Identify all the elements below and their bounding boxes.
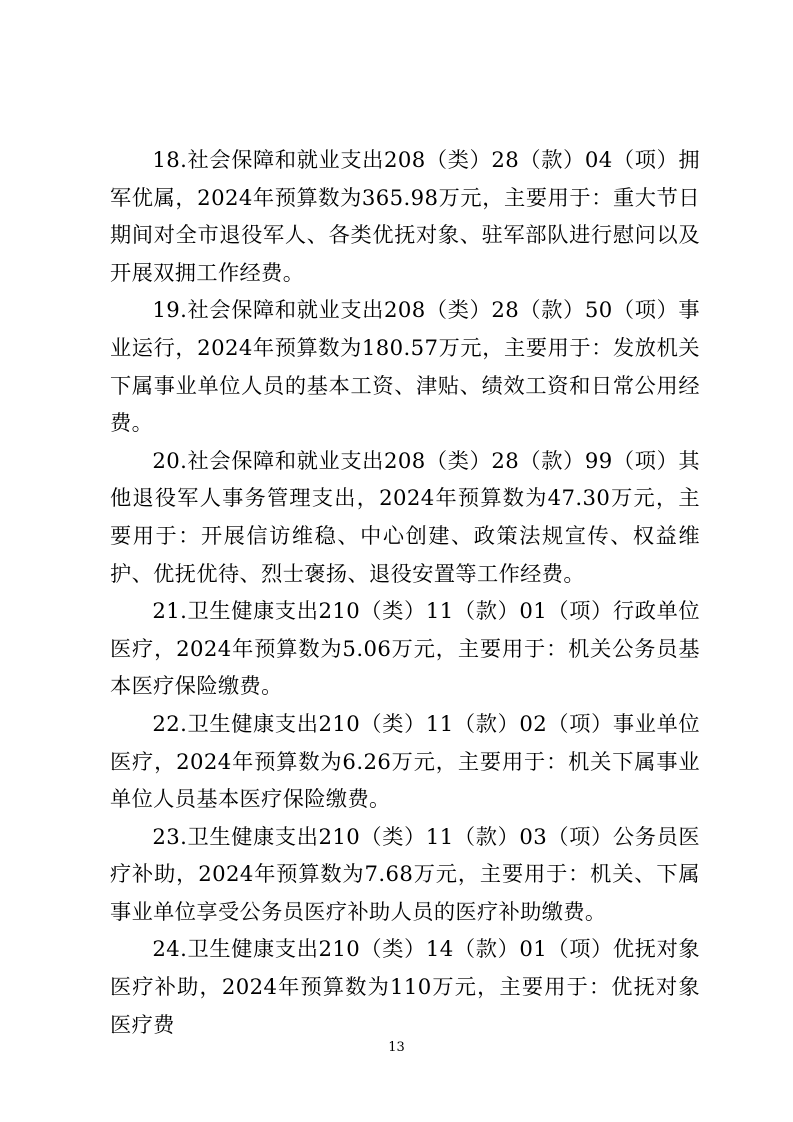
paragraph-24: 24.卫生健康支出210（类）14（款）01（项）优抚对象医疗补助，2024年预算数为110万元，主要用于：优抚对象医疗费 [110,936,700,1037]
paragraph-20: 20.社会保障和就业支出208（类）28（款）99（项）其他退役军人事务管理支出，2024年预算数为47.30万元，主要用于：开展信访维稳、中心创建、政策法规宣传、权益维护、优抚优待、烈士褒扬、退役安置等工作经费。 [110,447,700,586]
paragraph-18: 18.社会保障和就业支出208（类）28（款）04（项）拥军优属，2024年预算数为365.98万元，主要用于：重大节日期间对全市退役军人、各类优抚对象、驻军部队进行慰问以及开展双拥工作经费。 [110,147,700,285]
paragraph-21: 21.卫生健康支出210（类）11（款）01（项）行政单位医疗，2024年预算数为5.06万元，主要用于：机关公务员基本医疗保险缴费。 [110,598,700,699]
page-number: 13 [388,1040,405,1055]
paragraph-23: 23.卫生健康支出210（类）11（款）03（项）公务员医疗补助，2024年预算数为7.68万元，主要用于：机关、下属事业单位享受公务员医疗补助人员的医疗补助缴费。 [110,823,700,924]
paragraph-22: 22.卫生健康支出210（类）11（款）02（项）事业单位医疗，2024年预算数为6.26万元，主要用于：机关下属事业单位人员基本医疗保险缴费。 [110,710,700,812]
paragraph-19: 19.社会保障和就业支出208（类）28（款）50（项）事业运行，2024年预算数为180.57万元，主要用于：发放机关下属事业单位人员的基本工资、津贴、绩效工资和日常公用经费。 [110,297,700,436]
body-text [110,141,700,1043]
